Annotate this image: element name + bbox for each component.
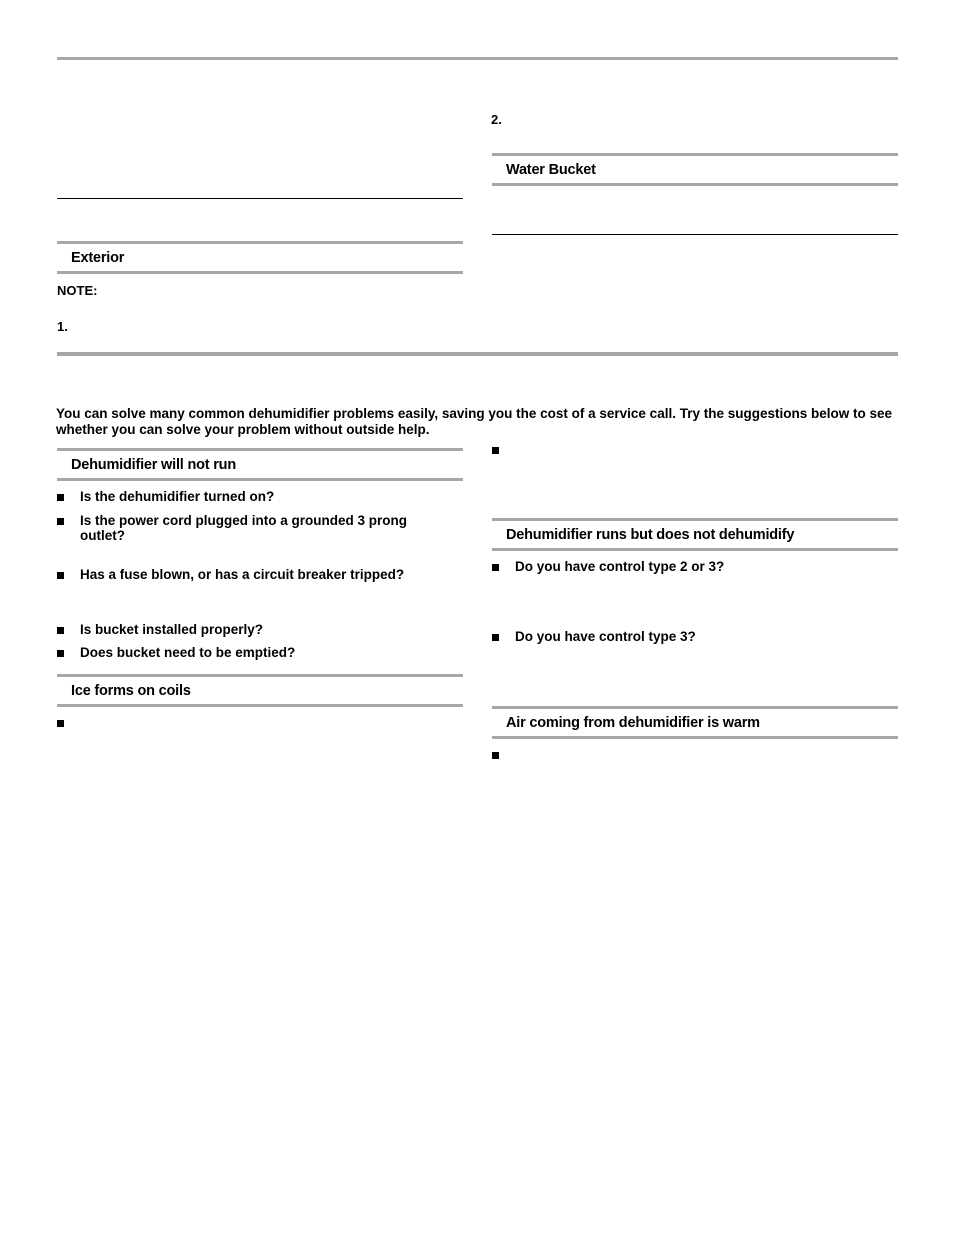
bullet-marker xyxy=(57,650,64,657)
will-not-run-heading-text: Dehumidifier will not run xyxy=(71,456,236,473)
air-warm-heading xyxy=(492,706,898,739)
bullet-marker xyxy=(492,634,499,641)
step-2-label: 2. xyxy=(491,112,502,127)
top-rule xyxy=(57,57,898,60)
runs-no-dehumidify-heading-text: Dehumidifier runs but does not dehumidify xyxy=(506,526,795,543)
list-item: Has a fuse blown, or has a circuit breaker tripped? xyxy=(80,567,405,582)
bullet-marker xyxy=(57,720,64,727)
list-item: Does bucket need to be emptied? xyxy=(80,645,296,660)
bullet-marker xyxy=(57,572,64,579)
water-bucket-heading-text: Water Bucket xyxy=(506,161,596,178)
step-1-label: 1. xyxy=(57,319,68,334)
will-not-run-heading xyxy=(57,448,463,481)
list-item: Is the power cord plugged into a grounded 3 prong outlet? xyxy=(80,513,407,543)
bullet-marker xyxy=(57,518,64,525)
bullet-marker xyxy=(492,447,499,454)
bullet-marker xyxy=(57,627,64,634)
note-label: NOTE: xyxy=(57,283,98,298)
troubleshooting-intro: You can solve many common dehumidifier problems easily, saving you the cost of a service call. Try the suggestions below to see whether you can solve your problem without outside help. xyxy=(56,406,892,437)
ice-forms-heading xyxy=(57,674,463,707)
left-divider xyxy=(57,198,463,199)
bullet-marker xyxy=(492,752,499,759)
bullet-marker xyxy=(492,564,499,571)
list-item: Do you have control type 2 or 3? xyxy=(515,559,725,574)
bullet-marker xyxy=(57,494,64,501)
air-warm-heading-text: Air coming from dehumidifier is warm xyxy=(506,714,760,731)
water-bucket-divider xyxy=(492,234,898,235)
list-item: Is bucket installed properly? xyxy=(80,622,264,637)
runs-no-dehumidify-heading xyxy=(492,518,898,551)
water-bucket-heading xyxy=(492,153,898,186)
list-item: Is the dehumidifier turned on? xyxy=(80,489,275,504)
exterior-heading xyxy=(57,241,463,274)
exterior-heading-text: Exterior xyxy=(71,249,125,266)
troubleshooting-rule xyxy=(57,352,898,356)
ice-forms-heading-text: Ice forms on coils xyxy=(71,682,191,699)
list-item: Do you have control type 3? xyxy=(515,629,696,644)
